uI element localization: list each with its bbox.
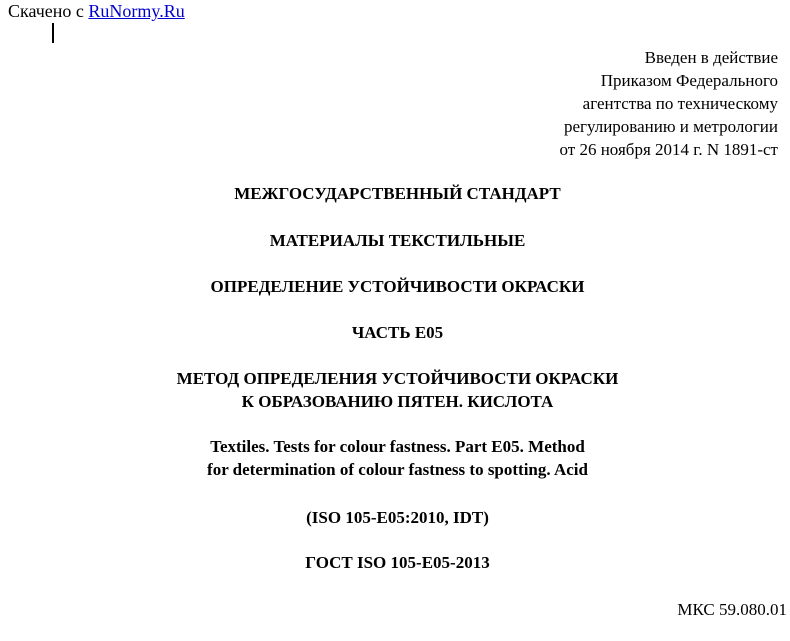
- source-prefix: Скачено с: [8, 1, 89, 21]
- iso-reference: (ISO 105-E05:2010, IDT): [306, 508, 489, 527]
- method-title-line: К ОБРАЗОВАНИЮ ПЯТЕН. КИСЛОТА: [241, 392, 554, 411]
- method-title-line: МЕТОД ОПРЕДЕЛЕНИЯ УСТОЙЧИВОСТИ ОКРАСКИ: [176, 369, 619, 388]
- gost-number: ГОСТ ISO 105-E05-2013: [305, 553, 490, 572]
- english-title-line: Textiles. Tests for colour fastness. Part E05. Method: [210, 437, 585, 456]
- source-note: [8, 1, 185, 21]
- approval-line: агентства по техническому: [582, 94, 778, 113]
- interstate-standard-heading: МЕЖГОСУДАРСТВЕННЫЙ СТАНДАРТ: [234, 184, 561, 203]
- method-title: [0, 367, 790, 413]
- mks-code: МКС 59.080.01: [677, 600, 787, 619]
- text-cursor-icon: [52, 23, 54, 43]
- english-title: [0, 435, 790, 481]
- approval-block: [560, 46, 779, 161]
- approval-line: Приказом Федерального: [600, 71, 778, 90]
- determination-heading: ОПРЕДЕЛЕНИЕ УСТОЙЧИВОСТИ ОКРАСКИ: [210, 277, 585, 296]
- approval-line: регулированию и метрологии: [563, 117, 778, 136]
- english-title-line: for determination of colour fastness to spotting. Acid: [207, 460, 588, 479]
- runormy-link[interactable]: RuNormy.Ru: [88, 1, 185, 21]
- part-heading: ЧАСТЬ E05: [351, 323, 444, 342]
- materials-heading: МАТЕРИАЛЫ ТЕКСТИЛЬНЫЕ: [269, 231, 526, 250]
- approval-line: Введен в действие: [644, 48, 778, 67]
- approval-line: от 26 ноября 2014 г. N 1891-ст: [559, 140, 778, 159]
